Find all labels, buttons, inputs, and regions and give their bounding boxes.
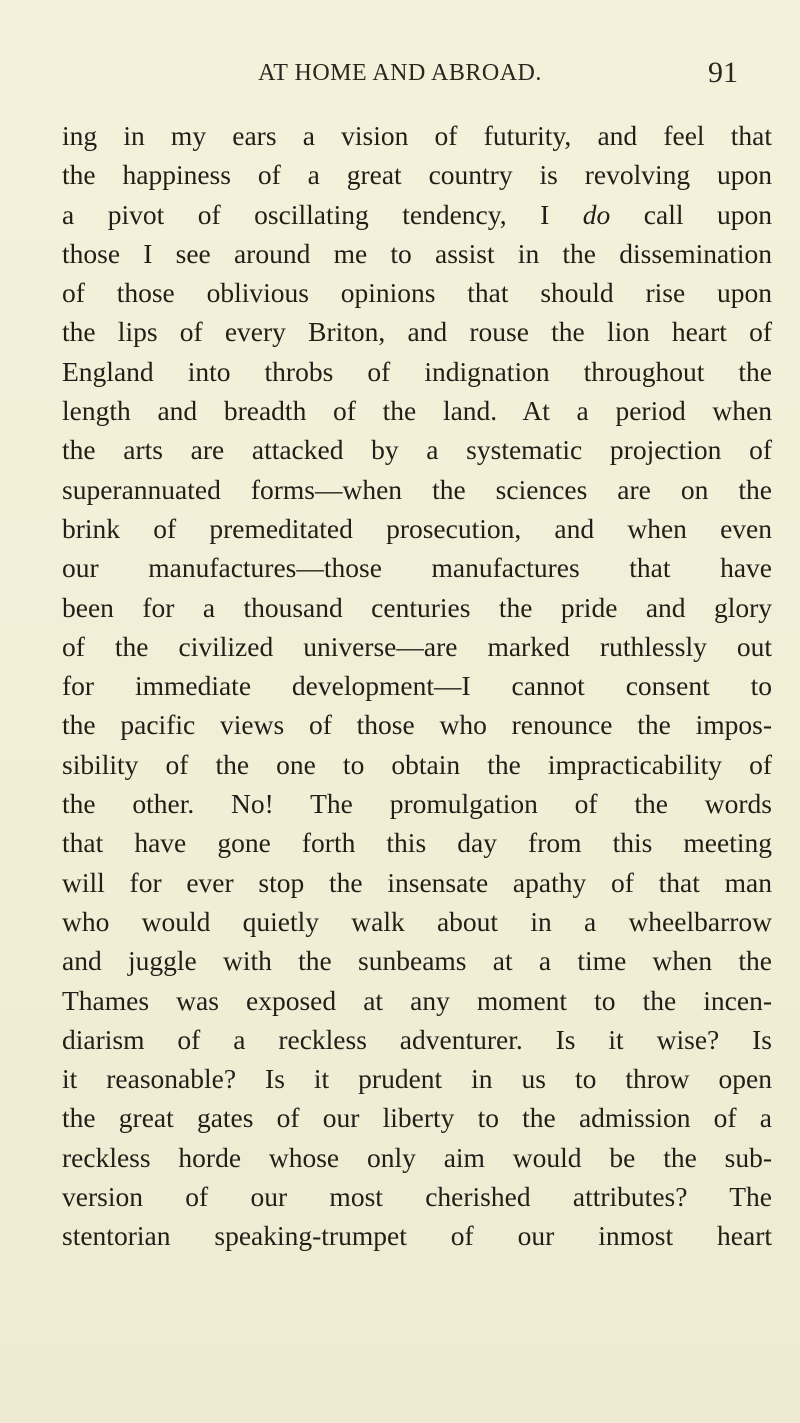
emphasis-text: do — [582, 198, 611, 230]
text-line: the lips of every Briton, and rouse the lion heart of — [62, 316, 772, 348]
text-line: our manufactures—those manufactures that have — [62, 552, 772, 584]
text-line: the other. No! The promulgation of the words — [62, 788, 772, 820]
text-line: length and breadth of the land. At a period when — [62, 395, 772, 427]
text-line: reckless horde whose only aim would be the sub- — [62, 1141, 772, 1173]
text-line: of those oblivious opinions that should rise upon — [62, 277, 772, 309]
text-line: version of our most cherished attributes? The — [62, 1181, 772, 1213]
text-line: for immediate development—I cannot consent to — [62, 670, 772, 702]
text-line: and juggle with the sunbeams at a time when the — [62, 945, 772, 977]
text-line: brink of premeditated prosecution, and when even — [62, 512, 772, 544]
text-line: it reasonable? Is it prudent in us to throw open — [62, 1063, 772, 1095]
text-line: will for ever stop the insensate apathy of that man — [62, 866, 772, 898]
text-line: who would quietly walk about in a wheelbarrow — [62, 905, 772, 937]
text-line: superannuated forms—when the sciences are on the — [62, 473, 772, 505]
text-line: been for a thousand centuries the pride and glory — [62, 591, 772, 623]
text-line: that have gone forth this day from this meeting — [62, 827, 772, 859]
page-number: 91 — [708, 56, 738, 89]
running-head: AT HOME AND ABROAD. — [258, 60, 542, 86]
text-line: of the civilized universe—are marked ruthlessly out — [62, 630, 772, 662]
text-line: diarism of a reckless adventurer. Is it wise? Is — [62, 1023, 772, 1055]
text-line: Thames was exposed at any moment to the incen- — [62, 984, 772, 1016]
text-line: sibility of the one to obtain the impracticability of — [62, 748, 772, 780]
text-line: the great gates of our liberty to the admission of a — [62, 1102, 772, 1134]
text-line: the pacific views of those who renounce the impos- — [62, 709, 772, 741]
text-line: a pivot of oscillating tendency, I do call upon — [62, 198, 772, 230]
text-line: stentorian speaking-trumpet of our inmost heart — [62, 1220, 772, 1252]
text-line: those I see around me to assist in the dissemination — [62, 237, 772, 269]
text-line: the happiness of a great country is revolving upon — [62, 159, 772, 191]
body-text — [62, 116, 772, 1256]
text-line: England into throbs of indignation throughout the — [62, 355, 772, 387]
text-line: the arts are attacked by a systematic projection of — [62, 434, 772, 466]
page-header — [0, 56, 800, 90]
text-line: ing in my ears a vision of futurity, and feel that — [62, 120, 772, 151]
